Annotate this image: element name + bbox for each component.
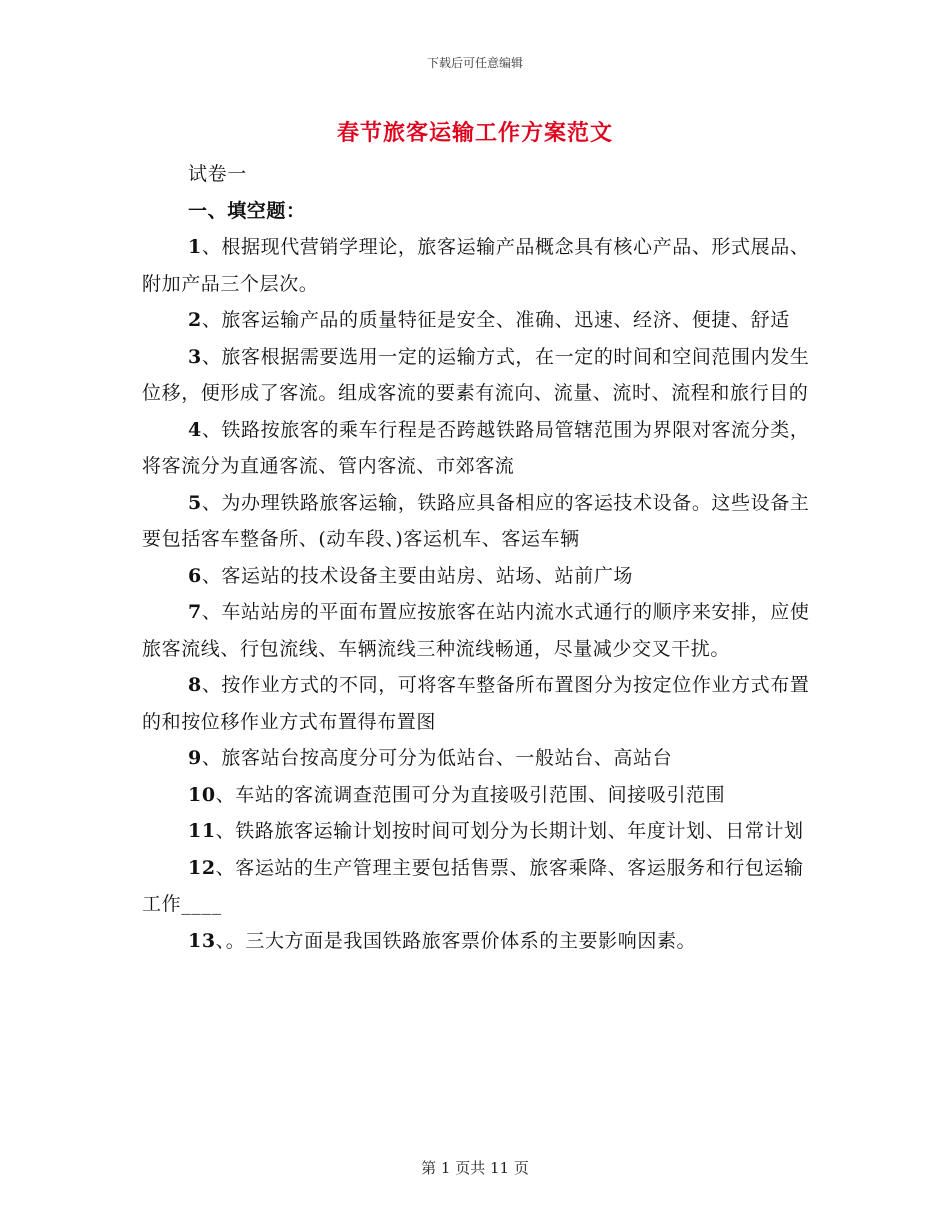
question-text: 、旅客站台按高度分可分为低站台、一般站台、高站台 (201, 747, 673, 769)
question-number: 1 (188, 236, 202, 258)
question-text: 、旅客根据需要选用一定的运输方式，在一定的时间和空间范围内发生位移，便形成了客流。组成客流的要素有流向、流量、流时、流程和旅行目的 (142, 345, 810, 404)
question-item (142, 558, 817, 595)
question-text: 、按作业方式的不同，可将客车整备所布置图分为按定位作业方式布置的和按位移作业方式布置得布置图 (142, 674, 810, 733)
question-text: 、车站的客流调查范围可分为直接吸引范围、间接吸引范围 (215, 783, 726, 806)
question-text: 、铁路按旅客的乘车行程是否跨越铁路局管辖范围为界限对客流分类，将客流分为直通客流、管内客流、市郊客流 (142, 418, 810, 477)
document-body (142, 156, 817, 959)
page-footer: 第 1 页共 11 页 (421, 1159, 529, 1177)
question-text: 、客运站的生产管理主要包括售票、旅客乘降、客运服务和行包运输工作____ (142, 856, 804, 915)
question-number: 4 (188, 418, 202, 441)
question-number: 6 (188, 564, 202, 587)
question-text: 、车站站房的平面布置应按旅客在站内流水式通行的顺序来安排，应使旅客流线、行包流线、车辆流线三种流线畅通，尽量减少交叉干扰。 (142, 601, 810, 660)
question-item (142, 594, 817, 667)
question-text: 、根据现代营销学理论，旅客运输产品概念具有核心产品、形式展品、附加产品三个层次。 (142, 236, 810, 295)
question-text: 、。三大方面是我国铁路旅客票价体系的主要影响因素。 (215, 929, 697, 952)
question-number: 12 (188, 856, 216, 879)
question-item (142, 229, 817, 302)
question-number: 2 (188, 309, 202, 331)
header-note: 下载后可任意编辑 (426, 56, 523, 70)
question-item (142, 740, 817, 777)
question-number: 5 (188, 491, 202, 514)
question-number: 7 (188, 601, 202, 623)
question-item (142, 339, 817, 412)
question-number: 13 (188, 929, 216, 952)
question-number: 9 (188, 747, 202, 769)
question-number: 10 (188, 783, 216, 806)
question-item (142, 777, 817, 814)
question-text: 、铁路旅客运输计划按时间可划分为长期计划、年度计划、日常计划 (215, 820, 804, 842)
section-heading: 一、填空题： (188, 199, 306, 222)
question-item (142, 302, 817, 339)
question-text: 、旅客运输产品的质量特征是安全、准确、迅速、经济、便捷、舒适 (201, 309, 790, 331)
question-item (142, 412, 817, 485)
question-number: 11 (188, 820, 216, 842)
question-number: 8 (188, 674, 202, 696)
document-title: 春节旅客运输工作方案范文 (336, 120, 613, 146)
question-text: 、客运站的技术设备主要由站房、站场、站前广场 (201, 564, 634, 587)
question-item (142, 850, 817, 923)
question-number: 3 (188, 345, 202, 368)
question-item (142, 667, 817, 740)
question-item (142, 923, 817, 960)
question-item (142, 813, 817, 850)
question-list (142, 229, 817, 959)
question-text: 、为办理铁路旅客运输，铁路应具备相应的客运技术设备。这些设备主要包括客车整备所、(动车段、)客运机车、客运车辆 (142, 491, 810, 550)
exam-label: 试卷一 (188, 163, 247, 185)
question-item (142, 485, 817, 558)
